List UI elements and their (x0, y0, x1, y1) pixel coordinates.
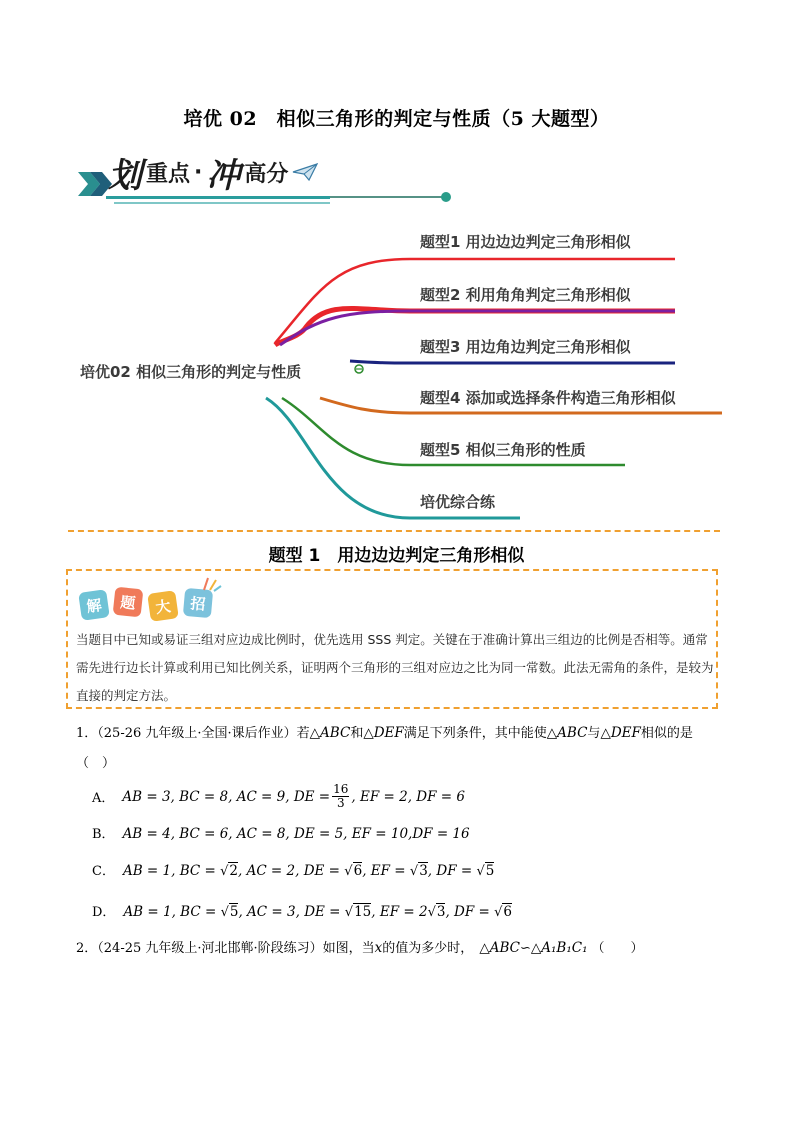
question-2-number: 2． (76, 941, 98, 956)
option-d-text-3: , EF = 2 (371, 904, 428, 920)
sqrt-symbol: √ (344, 864, 353, 879)
tip-badge-2: 题 (113, 587, 144, 618)
sparkle-icon (200, 574, 222, 592)
section-title: 题型 1 用边边边判定三角形相似 (268, 546, 525, 566)
fraction-denominator: 3 (336, 796, 345, 810)
sqrt-symbol: √ (476, 864, 485, 879)
question-2-line (76, 937, 644, 956)
question-2-text-b: 的值为多少时， (382, 941, 474, 956)
mind-map-branch-5: 题型5 相似三角形的性质 (420, 441, 586, 459)
mind-map-branch-6: 培优综合练 (420, 493, 496, 511)
banner-char-2: 冲 (206, 155, 241, 196)
option-a[interactable] (92, 783, 465, 810)
option-a-fraction (332, 783, 349, 810)
banner-dot: · (194, 159, 203, 185)
question-2-answer-paren: （ ） (591, 941, 644, 956)
triangle-a1b1c1: △A₁B₁C₁ (530, 940, 588, 956)
option-c-radicand-3: 3 (419, 863, 428, 879)
option-d-radicand-1: 5 (229, 904, 239, 920)
option-c-radicand-1: 2 (229, 863, 238, 879)
triangle-def-2: △DEF (600, 725, 641, 741)
question-1-text-c: 满足下列条件，其中能使 (403, 726, 547, 741)
option-c-radicand-2: 6 (353, 863, 363, 879)
question-1-answer-paren: （ ） (76, 756, 116, 771)
mind-map-branch-3: 题型3 用边角边判定三角形相似 (420, 338, 631, 356)
option-c-label: C． (92, 864, 115, 879)
tip-text: 当题目中已知或易证三组对应边成比例时，优先选用 SSS 判定。关键在于准确计算出三组边的比例是否相等。通常需先进行边长计算或利用已知比例关系，证明两个三角形的三组对应边之比为同一常数。此法无需角的条件，是较为直接的判定方法。 (76, 632, 714, 703)
banner-char-1: 划 (108, 155, 142, 196)
question-1-text-e: 相似的是 (640, 726, 693, 741)
mind-map-branch-2: 题型2 利用角角判定三角形相似 (420, 286, 631, 304)
question-1-line (76, 722, 693, 741)
question-1-number: 1． (76, 726, 98, 741)
option-a-label: A． (92, 791, 115, 806)
banner-word-1: 重点 (146, 161, 191, 187)
option-d-label: D． (92, 905, 116, 920)
similar-symbol: ∽ (519, 941, 531, 956)
mind-map-branch-1: 题型1 用边边边判定三角形相似 (420, 233, 631, 251)
triangle-abc-q2: △ABC (479, 940, 520, 956)
option-d-text-4: , DF = (445, 904, 495, 920)
question-2-source: （24-25 九年级上·河北邯郸·阶段练习） (97, 941, 323, 956)
tip-badge-4: 招 (183, 588, 213, 618)
triangle-abc: △ABC (309, 725, 351, 741)
triangle-abc-2: △ABC (546, 725, 588, 741)
option-d[interactable] (92, 901, 512, 920)
fraction-numerator: 16 (333, 782, 349, 796)
option-d-radicand-2: 15 (354, 904, 372, 920)
option-c-radicand-4: 5 (485, 863, 495, 879)
variable-x: x (374, 940, 383, 956)
option-c-text-3: , EF = (362, 863, 410, 879)
question-2-text-a: 如图，当 (322, 941, 375, 956)
sqrt-symbol: √ (409, 864, 419, 879)
triangle-def: △DEF (363, 725, 404, 741)
section-separator (68, 530, 720, 532)
question-1-text-b: 和 (350, 726, 364, 741)
option-d-text-2: , AC = 3, DE = (238, 904, 345, 920)
tip-badge-3: 大 (147, 590, 179, 622)
option-a-text-2: , EF = 2, DF = 6 (351, 788, 465, 805)
option-c-text-1: AB = 1, BC = (122, 863, 221, 879)
paper-plane-icon (292, 162, 318, 182)
option-c-text-2: , AC = 2, DE = (237, 863, 345, 879)
sqrt-symbol: √ (427, 905, 436, 920)
sqrt-symbol: √ (494, 905, 503, 920)
mind-map (70, 215, 730, 525)
question-1-text-d: 与 (587, 726, 601, 741)
option-c[interactable] (92, 860, 494, 879)
banner-word-2: 高分 (244, 161, 289, 187)
mind-map-branch-4: 题型4 添加或选择条件构造三角形相似 (420, 389, 676, 407)
option-b-label: B． (92, 827, 115, 842)
option-b[interactable] (92, 823, 470, 842)
option-a-text-1: AB = 3, BC = 8, AC = 9, DE = (122, 788, 331, 805)
question-1-source: （25-26 九年级上·全国·课后作业） (97, 726, 297, 741)
option-c-text-4: , DF = (427, 863, 477, 879)
sqrt-symbol: √ (220, 864, 229, 879)
mind-map-root: 培优02 相似三角形的判定与性质 (80, 363, 302, 381)
option-d-text-1: AB = 1, BC = (123, 904, 221, 920)
question-1-text-a: 若 (296, 726, 310, 741)
sqrt-symbol: √ (220, 905, 229, 920)
option-d-radicand-3: 3 (436, 904, 446, 920)
option-b-text: AB = 4, BC = 6, AC = 8, DE = 5, EF = 10,DF = 16 (122, 826, 470, 842)
banner-text (108, 150, 318, 194)
document-title: 培优 02 相似三角形的判定与性质（5 大题型） (183, 108, 610, 130)
tip-badge-1: 解 (78, 589, 110, 621)
option-d-radicand-4: 6 (503, 904, 513, 920)
sqrt-symbol: √ (344, 905, 354, 920)
